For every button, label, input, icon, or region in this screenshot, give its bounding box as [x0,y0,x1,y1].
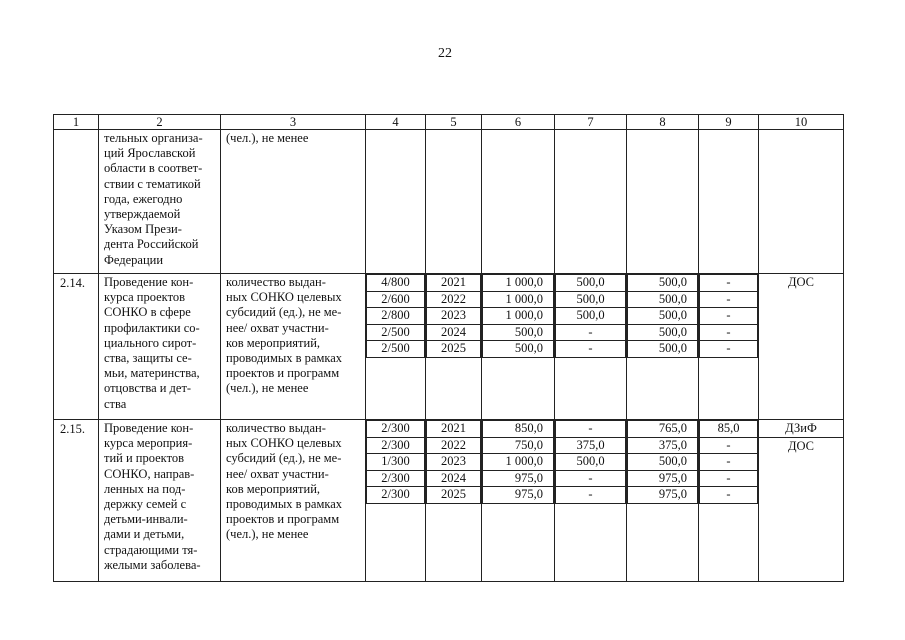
sub-row [427,437,481,454]
sub-row [483,291,554,308]
text-line: мьи, материнства, [104,366,200,381]
value-cell: 2/800 [367,308,425,325]
num-cell [54,274,99,420]
value-cell: 500,0 [556,291,626,308]
text-line: дами и детьми, [104,527,185,542]
program-table [53,114,844,582]
sub-table [699,274,758,358]
value-cell: 2/500 [367,324,425,341]
header-row [54,115,844,130]
value-cell: 500,0 [483,341,554,358]
value-cell: 2024 [427,470,481,487]
year-col-c5 [426,274,482,420]
sub-row [427,308,481,325]
sub-row [628,275,698,292]
value-cell: 85,0 [700,421,758,438]
text-line: проводимых в рамках [226,496,343,511]
num-cell [54,130,99,274]
text-line: курса проектов [104,290,186,305]
sub-row [700,421,758,438]
sub-row [556,324,626,341]
value-cell: - [556,470,626,487]
text-line: ных СОНКО целевых [226,290,342,305]
sub-table [482,274,554,358]
text-line: нее/ охват участни- [226,320,329,335]
sub-row [367,470,425,487]
sub-row [628,291,698,308]
sub-table [627,274,698,358]
sub-row [483,341,554,358]
text-line: субсидий (ед.), не ме- [226,451,342,466]
empty-cell [699,130,759,274]
table-row [54,274,844,420]
year-col-c8 [627,420,699,582]
sub-row [483,454,554,471]
header-cell: 8 [627,115,699,130]
value-cell: 2024 [427,324,481,341]
text-line: желыми заболева- [104,557,201,572]
sub-row [628,341,698,358]
header-cell: 10 [759,115,844,130]
sub-row [367,275,425,292]
sub-row [427,291,481,308]
value-cell: 850,0 [483,421,554,438]
text-line: (чел.), не менее [226,527,309,542]
value-cell: 500,0 [628,308,698,325]
sub-row [700,291,758,308]
value-cell: 500,0 [628,324,698,341]
text-line: количество выдан- [226,275,326,289]
sub-row [700,454,758,471]
sub-row [556,437,626,454]
value-cell: 975,0 [483,487,554,504]
sub-row [427,341,481,358]
value-cell: - [700,275,758,292]
value-cell: - [700,470,758,487]
value-cell: 1 000,0 [483,275,554,292]
value-cell: 1 000,0 [483,308,554,325]
text-line: Проведение кон- [104,421,194,435]
org-cell [759,274,844,420]
text-line: области в соответ- [104,161,203,176]
sub-row [367,421,425,438]
year-col-c4 [366,274,426,420]
year-col-c9 [699,420,759,582]
header-cell: 6 [482,115,555,130]
value-cell: - [700,341,758,358]
text-line: нее/ охват участни- [226,466,329,481]
header-cell: 1 [54,115,99,130]
table-row [54,420,844,582]
text-line: страдающими тя- [104,542,198,557]
sub-table [426,274,481,358]
value-cell: - [556,487,626,504]
sub-table [555,274,626,358]
text-line: ций Ярославской [104,146,196,161]
value-cell: 500,0 [556,454,626,471]
activity-cell [99,274,221,420]
sub-row [427,421,481,438]
text-line: тий и проектов [104,451,185,466]
value-cell: - [556,421,626,438]
sub-row [556,487,626,504]
value-cell: 2/300 [367,421,425,438]
text-line: субсидий (ед.), не ме- [226,305,342,320]
sub-table [627,420,698,504]
value-cell: 1 000,0 [483,291,554,308]
text-line: ков мероприятий, [226,481,321,496]
org-name: ДОС [787,438,815,453]
sub-row [628,308,698,325]
sub-row [628,324,698,341]
sub-row [367,308,425,325]
text-line: дента Российской [104,237,199,252]
sub-row [700,275,758,292]
text-line: ных СОНКО целевых [226,436,342,451]
sub-row [700,437,758,454]
value-cell: 2/600 [367,291,425,308]
text-line: количество выдан- [226,421,326,435]
empty-cell [555,130,627,274]
indicator-cell [221,130,366,274]
year-col-c7 [555,420,627,582]
text-line: утверждаемой [104,206,181,221]
sub-table [426,420,481,504]
org-name: ДЗиФ [759,420,843,438]
sub-row [367,454,425,471]
sub-row [367,487,425,504]
sub-row [556,341,626,358]
sub-row [628,437,698,454]
sub-row [367,291,425,308]
text-line: (чел.), не менее [226,131,309,145]
row-number: 2.15. [60,422,85,436]
sub-row [367,341,425,358]
sub-row [556,454,626,471]
header-cell: 3 [221,115,366,130]
value-cell: 2021 [427,275,481,292]
value-cell: 2/500 [367,341,425,358]
row-number: 2.14. [60,276,85,290]
value-cell: 2025 [427,341,481,358]
value-cell: 500,0 [556,275,626,292]
indicator-cell [221,274,366,420]
text-line: Проведение кон- [104,275,194,289]
header-cell: 5 [426,115,482,130]
sub-row [483,308,554,325]
value-cell: 1 000,0 [483,454,554,471]
org-cell [759,420,844,582]
year-col-c7 [555,274,627,420]
year-col-c8 [627,274,699,420]
value-cell: - [700,291,758,308]
empty-cell [759,130,844,274]
sub-table [699,420,758,504]
value-cell: - [700,487,758,504]
sub-row [700,487,758,504]
text-line: Указом Прези- [104,222,182,237]
value-cell: 500,0 [628,275,698,292]
indicator-cell [221,420,366,582]
sub-row [556,291,626,308]
activity-cell [99,130,221,274]
value-cell: 4/800 [367,275,425,292]
header-cell: 4 [366,115,426,130]
value-cell: 500,0 [628,291,698,308]
org-name: ДОС [787,275,815,289]
sub-row [427,454,481,471]
text-line: проектов и программ [226,366,340,381]
sub-row [367,324,425,341]
text-line: детьми-инвали- [104,512,188,527]
text-line: года, ежегодно [104,191,183,206]
sub-row [483,324,554,341]
sub-row [700,308,758,325]
header-cell: 9 [699,115,759,130]
value-cell: 2025 [427,487,481,504]
sub-row [483,275,554,292]
value-cell: 2023 [427,308,481,325]
year-col-c6 [482,420,555,582]
empty-cell [482,130,555,274]
header-cell: 7 [555,115,627,130]
value-cell: - [700,308,758,325]
text-line: Федерации [104,252,164,267]
text-line: СОНКО в сфере [104,305,191,320]
value-cell: 750,0 [483,437,554,454]
sub-row [556,421,626,438]
year-col-c9 [699,274,759,420]
value-cell: - [700,324,758,341]
empty-cell [627,130,699,274]
text-line: (чел.), не менее [226,381,309,396]
sub-row [483,470,554,487]
sub-row [556,308,626,325]
sub-row [628,421,698,438]
value-cell: - [700,437,758,454]
sub-row [427,470,481,487]
text-line: профилактики со- [104,320,200,335]
num-cell [54,420,99,582]
sub-row [427,487,481,504]
value-cell: 500,0 [628,454,698,471]
sub-table [366,420,425,504]
sub-row [628,454,698,471]
value-cell: 375,0 [628,437,698,454]
text-line: ленных на под- [104,481,186,496]
value-cell: 975,0 [628,470,698,487]
sub-row [700,341,758,358]
value-cell: 2021 [427,421,481,438]
sub-row [483,421,554,438]
value-cell: 2/300 [367,470,425,487]
year-col-c4 [366,420,426,582]
value-cell: 500,0 [483,324,554,341]
value-cell: 1/300 [367,454,425,471]
value-cell: - [700,454,758,471]
text-line: проводимых в рамках [226,350,343,365]
text-line: курса мероприя- [104,436,193,451]
sub-row [700,324,758,341]
text-line: ков мероприятий, [226,335,321,350]
value-cell: 2/300 [367,437,425,454]
empty-cell [426,130,482,274]
sub-row [628,470,698,487]
text-line: циального сирот- [104,335,197,350]
activity-cell [99,420,221,582]
sub-row [556,470,626,487]
text-line: ства, защиты се- [104,350,192,365]
text-line: отцовства и дет- [104,381,192,396]
year-col-c6 [482,274,555,420]
sub-row [700,470,758,487]
sub-table [366,274,425,358]
value-cell: 2022 [427,437,481,454]
text-line: ствии с тематикой [104,176,201,191]
text-line: проектов и программ [226,512,340,527]
text-line: тельных организа- [104,131,203,145]
sub-row [427,324,481,341]
header-cell: 2 [99,115,221,130]
value-cell: 2022 [427,291,481,308]
value-cell: - [556,341,626,358]
text-line: СОНКО, направ- [104,466,195,481]
value-cell: 975,0 [483,470,554,487]
sub-table [555,420,626,504]
value-cell: 975,0 [628,487,698,504]
sub-row [628,487,698,504]
value-cell: 2023 [427,454,481,471]
continued-row [54,130,844,274]
value-cell: 765,0 [628,421,698,438]
value-cell: 2/300 [367,487,425,504]
sub-row [483,487,554,504]
year-col-c5 [426,420,482,582]
text-line: держку семей с [104,496,187,511]
value-cell: 375,0 [556,437,626,454]
value-cell: 500,0 [556,308,626,325]
sub-row [367,437,425,454]
empty-cell [366,130,426,274]
sub-row [427,275,481,292]
value-cell: - [556,324,626,341]
sub-table [482,420,554,504]
text-line: ства [104,396,127,411]
sub-row [483,437,554,454]
value-cell: 500,0 [628,341,698,358]
sub-row [556,275,626,292]
page-number: 22 [438,46,452,61]
